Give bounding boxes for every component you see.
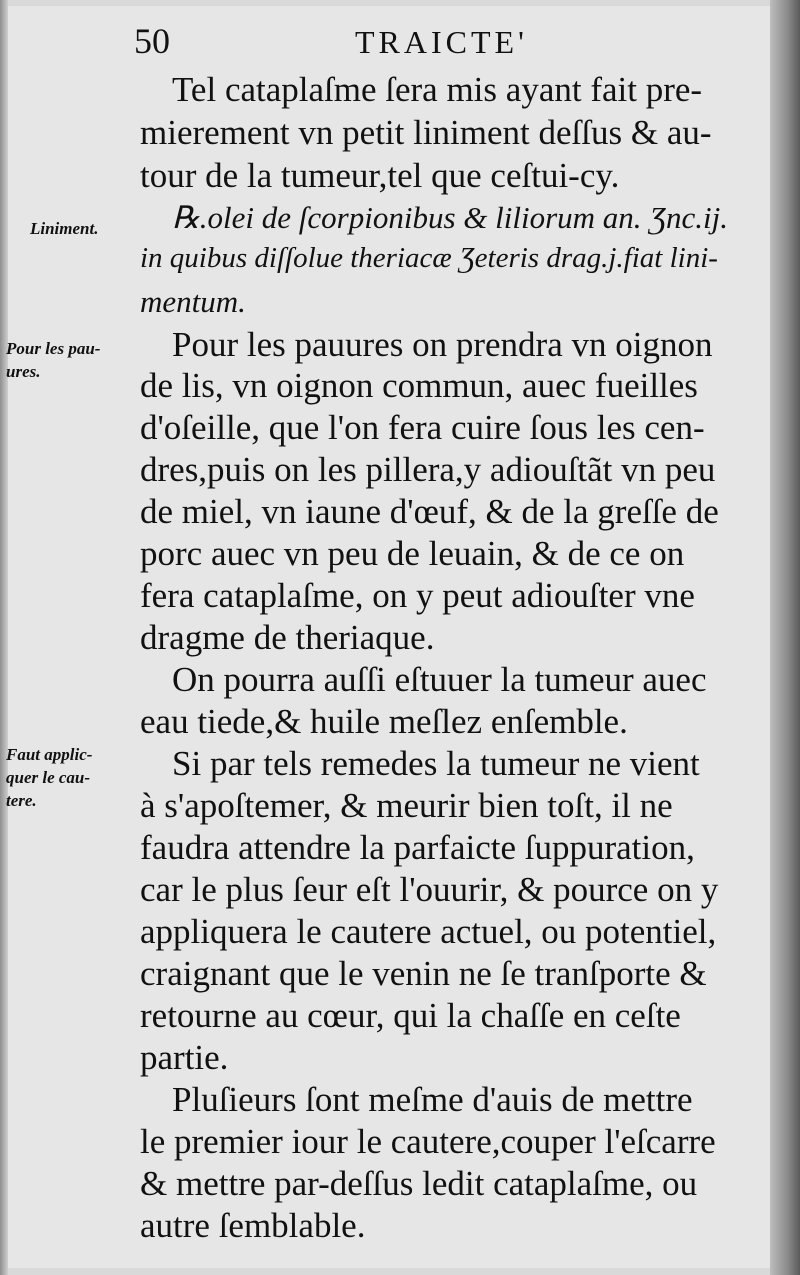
text-line: eau tiede,& huile meſlez enſemble. [140,702,628,741]
margin-note-line: Pour les pau- [6,339,101,358]
margin-note-line: Liniment. [30,219,99,238]
page-number: 50 [134,21,170,61]
page-gutter-shadow [770,0,800,1275]
margin-note-line: quer le cau- [6,767,91,787]
text-line: On pourra auſſi eſtuuer la tumeur auec [172,660,707,699]
text-line: partie. [140,1038,229,1077]
text-line: porc auec vn peu de leuain, & de ce on [140,534,685,573]
margin-note-cautere [6,744,92,813]
text-line: Pluſieurs ſont meſme d'auis de mettre [172,1080,693,1119]
running-title: TRAICTE' [355,24,528,60]
margin-note-line: ures. [6,361,41,381]
text-line: Tel cataplaſme ſera mis ayant fait pre- [172,70,703,109]
text-line: à s'apoſtemer, & meurir bien toſt, il ne [140,786,673,825]
text-line: dragme de theriaque. [140,618,435,657]
margin-note-line: Faut applic- [6,745,93,764]
text-line: mierement vn petit liniment deſſus & au- [140,113,712,152]
text-line: autre ſemblable. [140,1206,366,1245]
text-line: ℞.olei de ſcorpionibus & liliorum an. Ʒnc.ij. [172,200,729,235]
text-line: & mettre par-deſſus ledit cataplaſme, ou [140,1164,698,1203]
text-line: dres,puis on les pillera,y adiouſtãt vn peu [140,450,716,489]
text-line: faudra attendre la parfaicte ſuppuration, [140,828,695,867]
text-line: Si par tels remedes la tumeur ne vient [172,744,700,783]
text-line: fera cataplaſme, on y peut adiouſter vne [140,576,695,615]
margin-note-pauures [6,338,100,384]
text-line: in quibus diſſolue theriacæ Ʒeteris drag.j.fiat lini- [140,242,718,274]
text-line: craignant que le venin ne ſe tranſporte & [140,954,707,993]
margin-note-liniment [30,218,98,241]
text-line: car le plus ſeur eſt l'ouurir, & pource on y [140,870,719,909]
margin-note-line: tere. [6,790,37,810]
text-line: le premier iour le cautere,couper l'eſcarre [140,1122,716,1161]
text-line: d'oſeille, que l'on fera cuire ſous les cen- [140,408,705,447]
text-line: tour de la tumeur,tel que ceſtui-cy. [140,156,620,195]
page-header [0,20,800,70]
text-line: retourne au cœur, qui la chaſſe en ceſte [140,996,681,1035]
text-line: de miel, vn iaune d'œuf, & de la greſſe de [140,492,719,531]
text-line: mentum. [140,284,246,319]
page-left-edge [0,0,8,1275]
text-line: de lis, vn oignon commun, auec fueilles [140,366,698,405]
text-line: appliquera le cautere actuel, ou potentiel, [140,912,717,951]
text-line: Pour les pauures on prendra vn oignon [172,325,713,364]
